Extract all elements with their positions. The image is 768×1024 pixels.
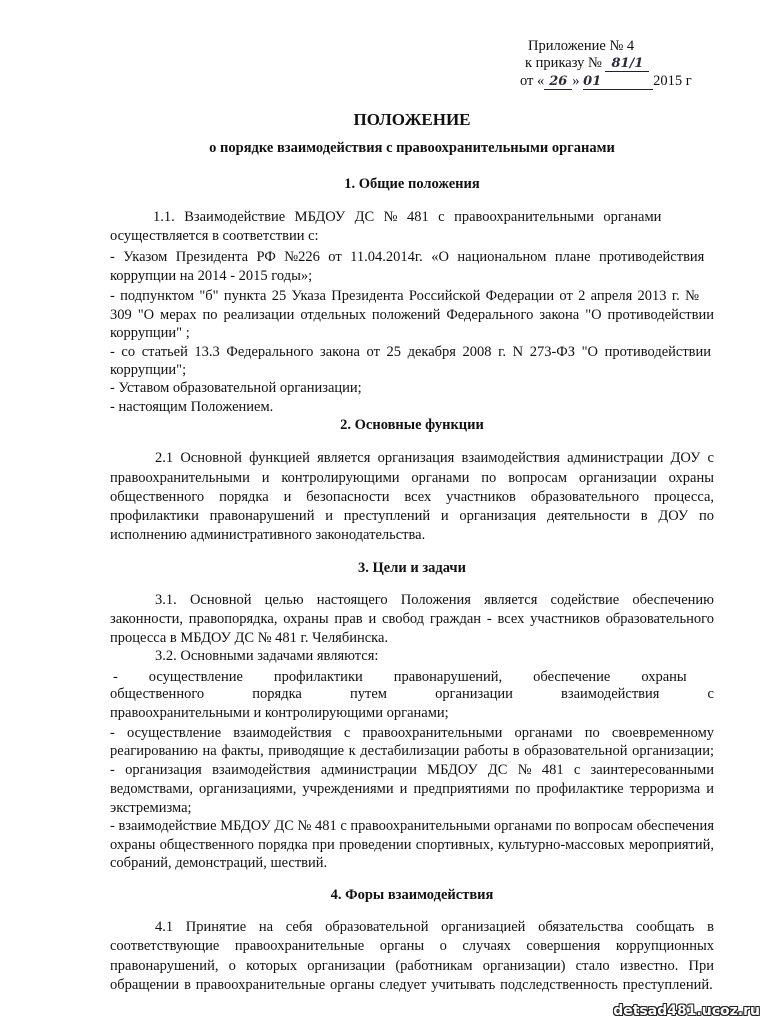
body-line: коррупции" ; [110, 325, 190, 341]
section-heading: 3. Цели и задачи [358, 560, 466, 576]
body-line: 2.1 Основной функцией является организация взаимодействия администрации ДОУ с [155, 450, 714, 466]
body-line: - со статьей 13.3 Федерального закона от 25 декабря 2008 г. N 273-ФЗ "О противодействии [110, 344, 712, 360]
body-line: общественного порядка и безопасности всех участников образовательного процесса, [110, 489, 714, 505]
body-line: профилактики правонарушений и преступлений и организация деятельности в ДОУ по [110, 508, 714, 524]
watermark: detsad481.ucoz.ru [613, 1003, 760, 1019]
body-line: - осуществление профилактики правонарушений, обеспечение охраны [113, 669, 687, 685]
body-line: правоохранительными и контролирующими органами; [110, 705, 449, 721]
body-line: - настоящим Положением. [110, 399, 274, 415]
body-line: 3.1. Основной целью настоящего Положения является содействие обеспечению [155, 592, 714, 608]
order-date [520, 72, 692, 90]
body-line: реагированию на факты, приводящие к дестабилизации работы в образовательной организации; [110, 743, 714, 759]
section-heading: 2. Основные функции [340, 417, 484, 433]
body-line: обращении в правоохранительные органы следует учитывать подследственность преступлений. [110, 977, 713, 993]
body-line: исполнению административного законодательства. [110, 527, 426, 543]
body-line: правоохранительными и контролирующими органами по вопросам организации охраны [110, 470, 714, 486]
body-line: ведомствами, организациями, учреждениями и предприятиями по профилактике терроризма и [110, 781, 714, 797]
date-month-handwritten: 01 [583, 74, 653, 90]
date-year: 2015 г [653, 73, 692, 89]
body-line: законности, правопорядка, охраны прав и свобод граждан - всех участников образовательного [110, 611, 714, 627]
body-line: - осуществление взаимодействия с правоохранительными органами по своевременному [110, 725, 714, 741]
document-title: ПОЛОЖЕНИЕ [353, 110, 471, 129]
body-line: правонарушений, о которых организации (работникам организации) стало известно. При [110, 958, 714, 974]
body-line: 3.2. Основными задачами являются: [155, 648, 379, 664]
order-prefix: к приказу № [525, 55, 602, 71]
body-line: осуществляется в соответствии с: [110, 228, 319, 244]
body-line: экстремизма; [110, 800, 192, 816]
body-line: - Уставом образовательной организации; [110, 380, 362, 396]
body-line: охраны общественного порядка при проведении спортивных, культурно-массовых мероприятий, [110, 837, 714, 853]
body-line: коррупции на 2014 - 2015 годы»; [110, 268, 313, 284]
body-line: процесса в МБДОУ ДС № 481 г. Челябинска. [110, 630, 389, 646]
date-day-handwritten: 26 [544, 74, 572, 90]
body-line: 309 "О мерах по реализации отдельных положений Федерального закона "О противодействии [110, 307, 714, 323]
body-line: - подпунктом "б" пункта 25 Указа Президента Российской Федерации от 2 апреля 2013 г. № [110, 288, 699, 304]
date-mid: » [572, 73, 580, 89]
appendix-label: Приложение № 4 [528, 38, 635, 54]
body-line: коррупции"; [110, 362, 187, 378]
body-line: 1.1. Взаимодействие МБДОУ ДС № 481 с правоохранительными органами [153, 209, 662, 225]
body-line: общественного порядка путем организации взаимодействия с [110, 686, 714, 702]
order-number-handwritten: 81/1 [605, 56, 649, 72]
body-line: - организация взаимодействия администрации МБДОУ ДС № 481 с заинтересованными [110, 762, 714, 778]
section-heading: 1. Общие положения [344, 176, 480, 192]
order-reference [525, 54, 649, 72]
body-line: - Указом Президента РФ №226 от 11.04.2014г. «О национальном плане противодействия [110, 249, 705, 265]
body-line: собраний, демонстраций, шествий. [110, 855, 328, 871]
section-heading: 4. Форы взаимодействия [330, 887, 494, 903]
body-line: соответствующие правоохранительные органы о случаях совершения коррупционных [110, 938, 714, 954]
body-line: - взаимодействие МБДОУ ДС № 481 с правоохранительными органами по вопросам обеспечения [110, 818, 714, 834]
document-subtitle: о порядке взаимодействия с правоохранительными органами [209, 140, 615, 156]
date-prefix: от « [520, 73, 545, 89]
body-line: 4.1 Принятие на себя образовательной организацией обязательства сообщать в [155, 919, 714, 935]
